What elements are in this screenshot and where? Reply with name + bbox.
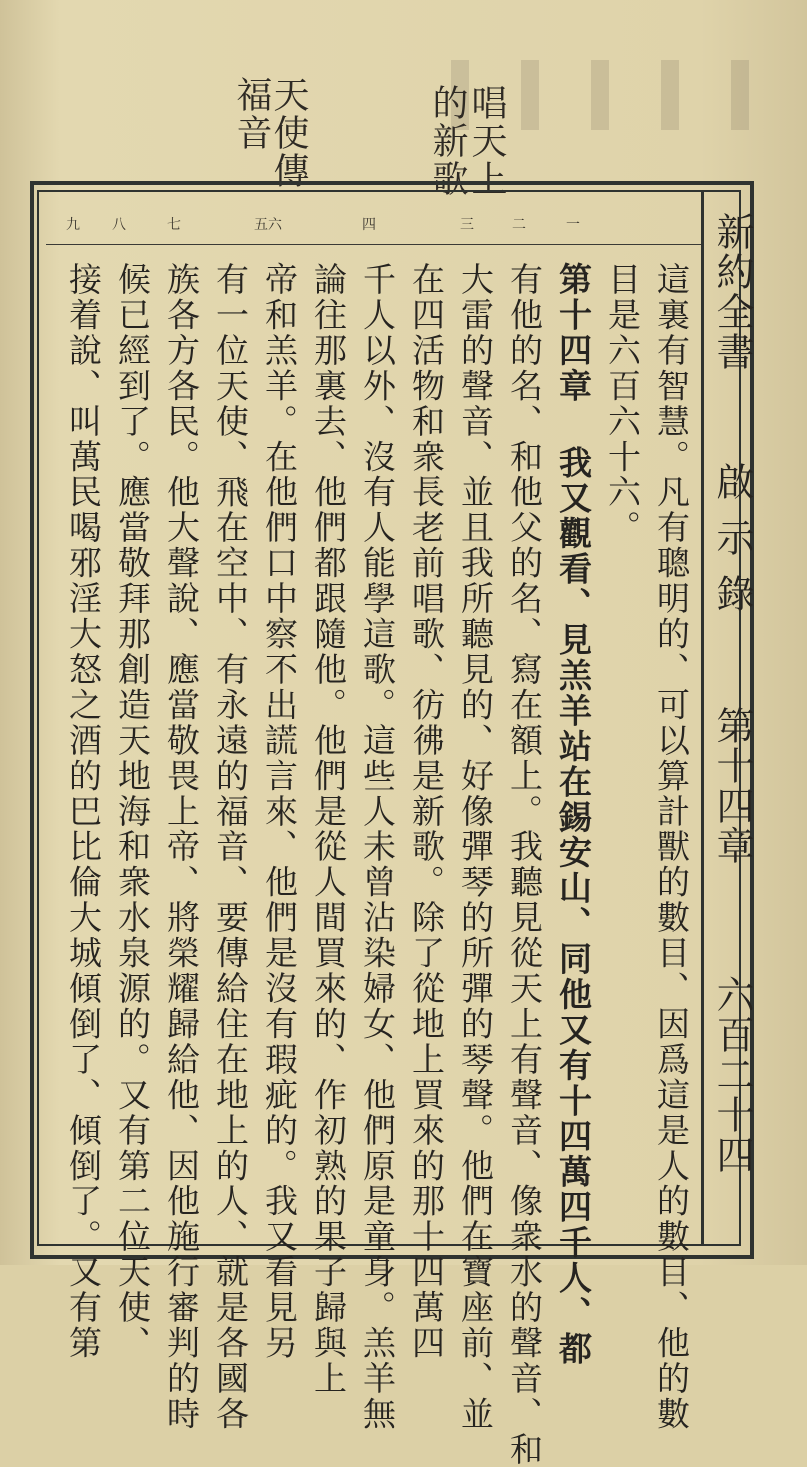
text-column-2: 目是六百六十六。	[603, 262, 642, 546]
margin-note-3: 天使傳	[268, 76, 309, 190]
verse-note-5-6: 五六	[254, 217, 282, 233]
text-column-7: 千人以外、沒有人能學這歌。這些人未曾沾染婦女、他們原是童身。羔羊無	[358, 262, 397, 1432]
margin-note-1: 唱天上	[466, 84, 507, 198]
text-column-11: 族各方各民。他大聲說、應當敬畏上帝、將榮耀歸給他、因他施行審判的時	[162, 262, 201, 1432]
text-column-3: 第十四章 我又觀看、見羔羊站在錫安山、同他又有十四萬四千人、都	[554, 262, 593, 1367]
text-column-6: 在四活物和衆長老前唱歌、彷彿是新歌。除了從地上買來的那十四萬四	[407, 262, 446, 1361]
header-column-rule	[701, 190, 704, 1244]
text-column-4: 有他的名、和他父的名、寫在額上。我聽見從天上有聲音、像衆水的聲音、和	[505, 262, 544, 1467]
verse-note-9: 九	[66, 217, 80, 233]
chapter-heading: 第十四章	[710, 706, 754, 866]
text-column-9: 帝和羔羊。在他們口中察不出謊言來、他們是沒有瑕疵的。我又看見另	[260, 262, 299, 1361]
section-title: 啟示錄	[710, 462, 754, 630]
verse-note-rule	[46, 244, 701, 245]
page-number: 六百二十四	[710, 975, 754, 1175]
text-column-5: 大雷的聲音、並且我所聽見的、好像彈琴的所彈的琴聲。他們在寶座前、並	[456, 262, 495, 1432]
text-column-1: 這裏有智慧。凡有聰明的、可以算計獸的數目、因爲這是人的數目、他的數	[652, 262, 691, 1432]
verse-note-1: 一	[566, 217, 580, 233]
verse-note-7: 七	[167, 217, 181, 233]
text-column-10: 有一位天使、飛在空中、有永遠的福音、要傳給住在地上的人、就是各國各	[211, 262, 250, 1432]
text-column-13: 接着說、叫萬民喝邪淫大怒之酒的巴比倫大城傾倒了、傾倒了。又有第	[64, 262, 103, 1361]
verse-note-8: 八	[112, 217, 126, 233]
margin-note-4: 福音	[231, 76, 272, 152]
book-title: 新約全書	[710, 212, 754, 372]
text-column-12: 候已經到了。應當敬拜那創造天地海和衆水泉源的。又有第二位天使、	[113, 262, 152, 1361]
verse-note-3: 三	[460, 217, 474, 233]
verse-note-2: 二	[512, 217, 526, 233]
margin-note-2: 的新歌	[427, 84, 468, 198]
text-column-8: 論往那裏去、他們都跟隨他。他們是從人間買來的、作初熟的果子歸與上	[309, 262, 348, 1397]
verse-note-4: 四	[362, 217, 376, 233]
